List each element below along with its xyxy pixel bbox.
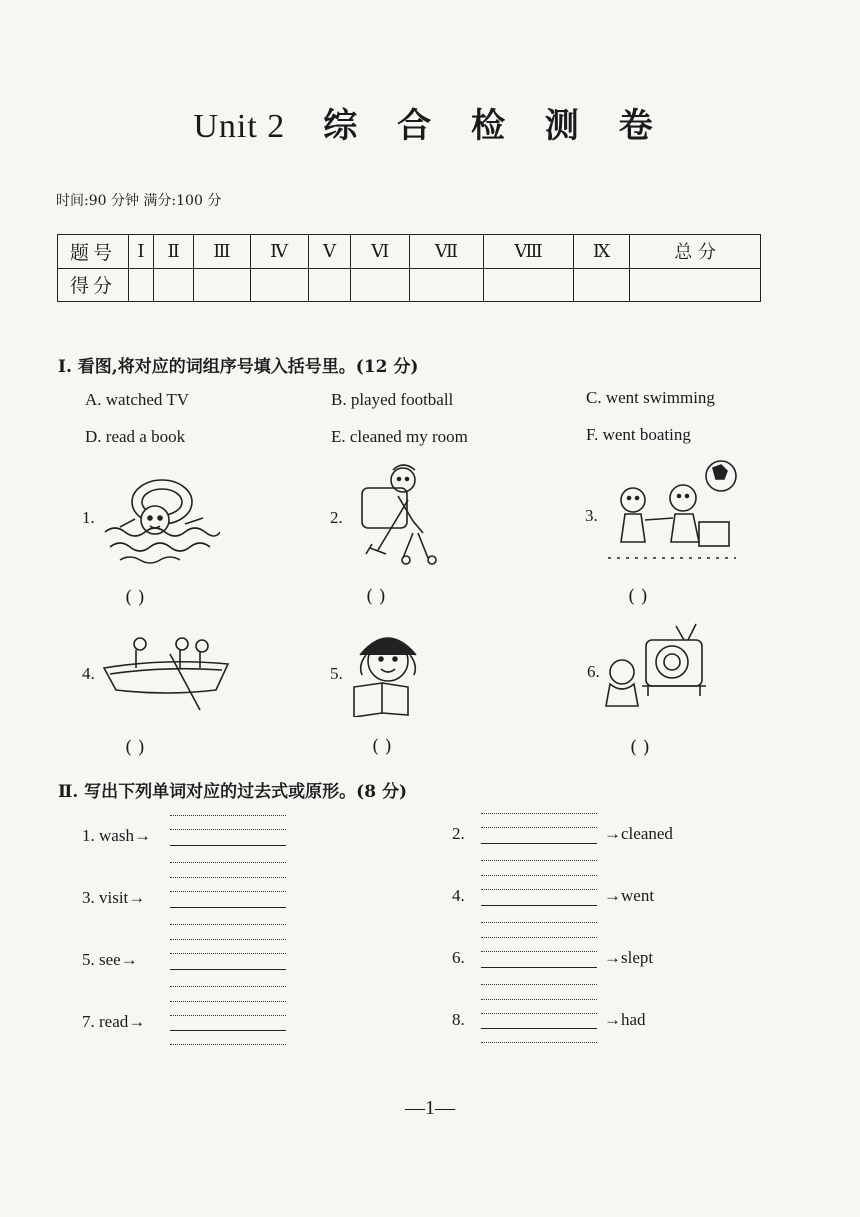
word-item-8-number: 8.: [452, 1010, 465, 1029]
option-d: D. read a book: [85, 427, 186, 446]
word-item-3: 3. visit→: [82, 888, 146, 907]
title-english: Unit 2: [193, 108, 286, 145]
word-item-6-number: 6.: [452, 948, 465, 967]
item-3-answer[interactable]: ( ): [628, 586, 648, 607]
score-col-8: Ⅷ: [484, 235, 574, 269]
item-3-number: 3.: [585, 506, 598, 525]
option-a: A. watched TV: [85, 390, 190, 409]
score-cell[interactable]: [409, 268, 483, 302]
item-6-number: 6.: [587, 662, 600, 681]
score-table-row-scores: [58, 268, 761, 302]
word-item-5: 5. see→: [82, 950, 138, 969]
score-cell[interactable]: [630, 268, 761, 302]
score-cell[interactable]: [250, 268, 308, 302]
score-cell[interactable]: [153, 268, 194, 302]
watching-tv-picture: [604, 622, 706, 718]
score-col-6: Ⅵ: [351, 235, 409, 269]
word-item-6-word: →slept: [604, 948, 654, 967]
score-col-5: Ⅴ: [308, 235, 351, 269]
item-1-answer[interactable]: ( ): [125, 587, 145, 608]
item-4-answer[interactable]: ( ): [125, 737, 145, 758]
score-row-label: 得分: [58, 268, 129, 302]
score-cell[interactable]: [308, 268, 351, 302]
boating-picture: [100, 632, 232, 712]
score-cell[interactable]: [484, 268, 574, 302]
page-title: [0, 98, 860, 147]
item-6-answer[interactable]: ( ): [630, 737, 650, 758]
score-cell[interactable]: [573, 268, 629, 302]
word-item-4-word: →went: [604, 886, 655, 905]
score-col-2: Ⅱ: [153, 235, 194, 269]
score-table: [57, 234, 761, 302]
item-5-number: 5.: [330, 664, 343, 683]
score-cell[interactable]: [194, 268, 250, 302]
item-5-answer[interactable]: ( ): [372, 736, 392, 757]
score-col-1: Ⅰ: [129, 235, 154, 269]
score-table-row-header: [58, 235, 761, 269]
score-col-3: Ⅲ: [194, 235, 250, 269]
word-item-1: 1. wash→: [82, 826, 151, 845]
word-item-4-number: 4.: [452, 886, 465, 905]
item-4-number: 4.: [82, 664, 95, 683]
word-item-7: 7. read→: [82, 1012, 146, 1031]
option-c: C. went swimming: [586, 388, 715, 407]
score-cell[interactable]: [129, 268, 154, 302]
option-f: F. went boating: [586, 425, 691, 444]
score-table-label: 题号: [58, 235, 129, 269]
option-e: E. cleaned my room: [331, 427, 468, 446]
word-item-8-word: →had: [604, 1010, 646, 1029]
score-col-9: Ⅸ: [573, 235, 629, 269]
page-number: —1—: [405, 1097, 455, 1119]
title-chinese: 综 合 检 测 卷: [323, 106, 667, 146]
item-2-answer[interactable]: ( ): [366, 586, 386, 607]
exam-meta: 时间:90 分钟 满分:100 分: [56, 193, 222, 209]
score-col-4: Ⅳ: [250, 235, 308, 269]
score-cell[interactable]: [351, 268, 409, 302]
football-picture: [603, 458, 741, 566]
section1-heading: Ⅰ. 看图,将对应的词组序号填入括号里。(12 分): [58, 357, 419, 377]
score-col-total: 总 分: [630, 235, 761, 269]
swimming-picture: [100, 472, 220, 567]
section2-heading: Ⅱ. 写出下列单词对应的过去式或原形。(8 分): [58, 782, 407, 802]
item-1-number: 1.: [82, 508, 95, 527]
reading-book-picture: [348, 625, 430, 717]
score-col-7: Ⅶ: [409, 235, 483, 269]
cleaning-room-picture: [348, 460, 448, 568]
word-item-2-number: 2.: [452, 824, 465, 843]
word-item-2-word: →cleaned: [604, 824, 673, 843]
item-2-number: 2.: [330, 508, 343, 527]
option-b: B. played football: [331, 390, 454, 409]
